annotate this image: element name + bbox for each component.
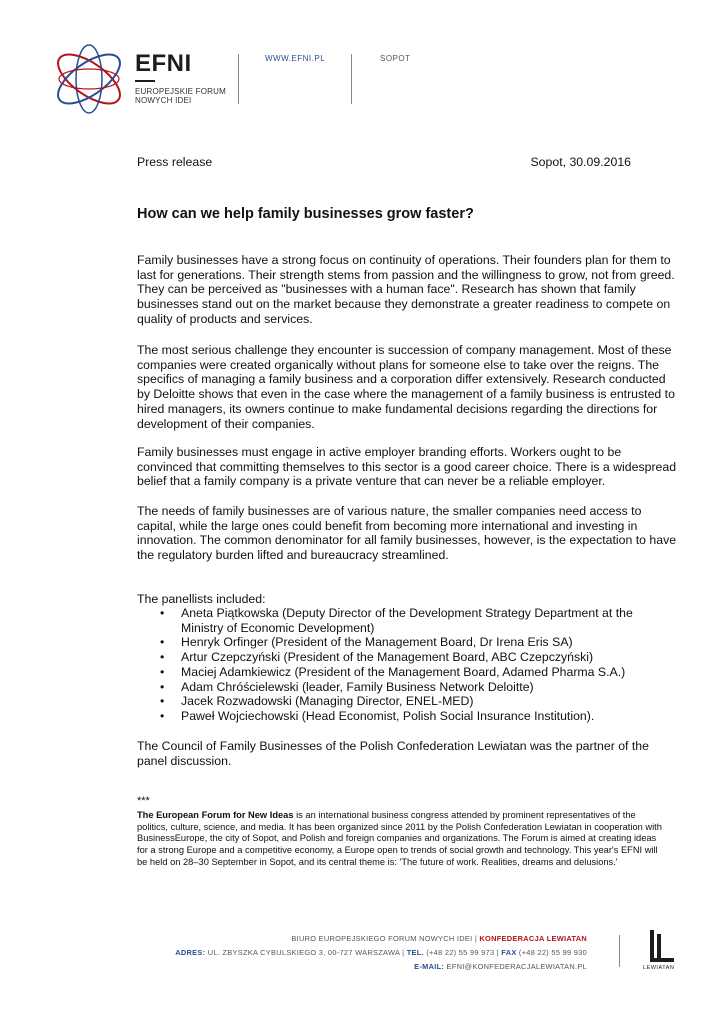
footer-confederation: KONFEDERACJA LEWIATAN	[479, 934, 587, 943]
panellists-list	[160, 606, 660, 724]
lewiatan-caption: LEWIATAN	[643, 965, 675, 971]
footer-divider	[619, 935, 620, 967]
footnote-lead: The European Forum for New Ideas	[137, 810, 294, 820]
body-paragraph: The most serious challenge they encounter is succession of company management. Most of these companies were created organically without plans for someone else to take over the reigns. The specifics of managing a family business and a corporation differ extensively. Research conducted by Deloitte shows that even in the case where the management of a family business is entrusted to hired managers, its owners continue to make fundamental decisions regarding the directions for development of their companies.	[137, 343, 675, 431]
logo-subtitle-line1: EUROPEJSKIE FORUM	[135, 87, 226, 96]
footer-email-label: E-MAIL:	[414, 962, 445, 971]
header-divider	[238, 54, 239, 104]
list-item: • Paweł Wojciechowski (Head Economist, Polish Social Insurance Institution).	[160, 709, 660, 724]
footer-fax-label: FAX	[501, 948, 517, 957]
body-paragraph: Family businesses have a strong focus on continuity of operations. Their founders plan for them to last for generations. Their strength stems from passion and the willingness to grow, not from greed. They can be perceived as "businesses with a human face". Research has shown that family businesses stand out on the market because they demonstrate a greater readiness to compete on quality of products and services.	[137, 253, 675, 326]
headline: How can we help family businesses grow faster?	[137, 206, 474, 222]
footnote	[137, 810, 662, 869]
footer-address: UL. ZBYSZKA CYBULSKIEGO 3, 00-727 WARSZAWA |	[205, 948, 407, 957]
footer-fax: (+48 22) 55 99 930	[516, 948, 587, 957]
header-website-link[interactable]: WWW.EFNI.PL	[265, 54, 326, 63]
logo-subtitle-line2: NOWYCH IDEI	[135, 96, 192, 105]
body-paragraph: Family businesses must engage in active employer branding efforts. Workers ought to be convinced that committing themselves to this sector is a good career choice. There is a widespread belief that a family company is a private venture that can never be a reliable employer.	[137, 445, 677, 489]
list-item: • Aneta Piątkowska (Deputy Director of the Development Strategy Department at the Ministry of Economic Development)	[160, 606, 660, 635]
efni-logo-mark	[50, 40, 128, 118]
footer-office-line	[291, 934, 587, 943]
footer-tel-label: TEL.	[406, 948, 424, 957]
closing-paragraph: The Council of Family Businesses of the Polish Confederation Lewiatan was the partner of the panel discussion.	[137, 739, 649, 768]
list-item: • Henryk Orfinger (President of the Management Board, Dr Irena Eris SA)	[160, 635, 660, 650]
list-item: • Jacek Rozwadowski (Managing Director, ENEL-MED)	[160, 694, 660, 709]
header-divider	[351, 54, 352, 104]
footer-email-line	[414, 962, 587, 971]
dateline: Sopot, 30.09.2016	[530, 155, 631, 169]
footer-email[interactable]: EFNI@KONFEDERACJALEWIATAN.PL	[444, 962, 587, 971]
lewiatan-logo	[648, 930, 676, 964]
section-separator: ***	[137, 795, 150, 807]
logo-title: EFNI	[135, 50, 192, 77]
footnote-text: is an international business congress attended by prominent representatives of the politics, culture, science, and media. It has been organized since 2011 by the Polish Confederation Lewiatan in cooperation with BusinessEurope, the city of Sopot, and Polish and foreign companies and organizations. The Forum is aimed at creating ideas for a strong Europe and a competitive economy, a Europe open to trends of social growth and technology. This year's EFNI will be held on 28–30 September in Sopot, and its central theme is: 'The future of work. Realities, dreams and delusions.'	[137, 810, 662, 867]
body-paragraph: The needs of family businesses are of various nature, the smaller companies need access to capital, while the large ones could benefit from becoming more international and investing in innovation. The common denominator for all family businesses, however, is the expectation to have the regulatory burden lifted and bureaucracy streamlined.	[137, 504, 677, 563]
footer-sep: |	[472, 934, 480, 943]
document-label: Press release	[137, 155, 213, 169]
footer-office: BIURO EUROPEJSKIEGO FORUM NOWYCH IDEI	[291, 934, 473, 943]
footer-tel: (+48 22) 55 99 973 |	[423, 948, 502, 957]
footer-address-label: ADRES:	[175, 948, 206, 957]
header-city: SOPOT	[380, 54, 411, 63]
list-item: • Maciej Adamkiewicz (President of the Management Board, Adamed Pharma S.A.)	[160, 665, 660, 680]
list-item: • Artur Czepczyński (President of the Management Board, ABC Czepczyński)	[160, 650, 660, 665]
panellists-label: The panellists included:	[137, 592, 266, 606]
list-item: • Adam Chróścielewski (leader, Family Business Network Deloitte)	[160, 680, 660, 695]
footer-contact-line	[175, 948, 587, 957]
logo-rule	[135, 80, 155, 82]
